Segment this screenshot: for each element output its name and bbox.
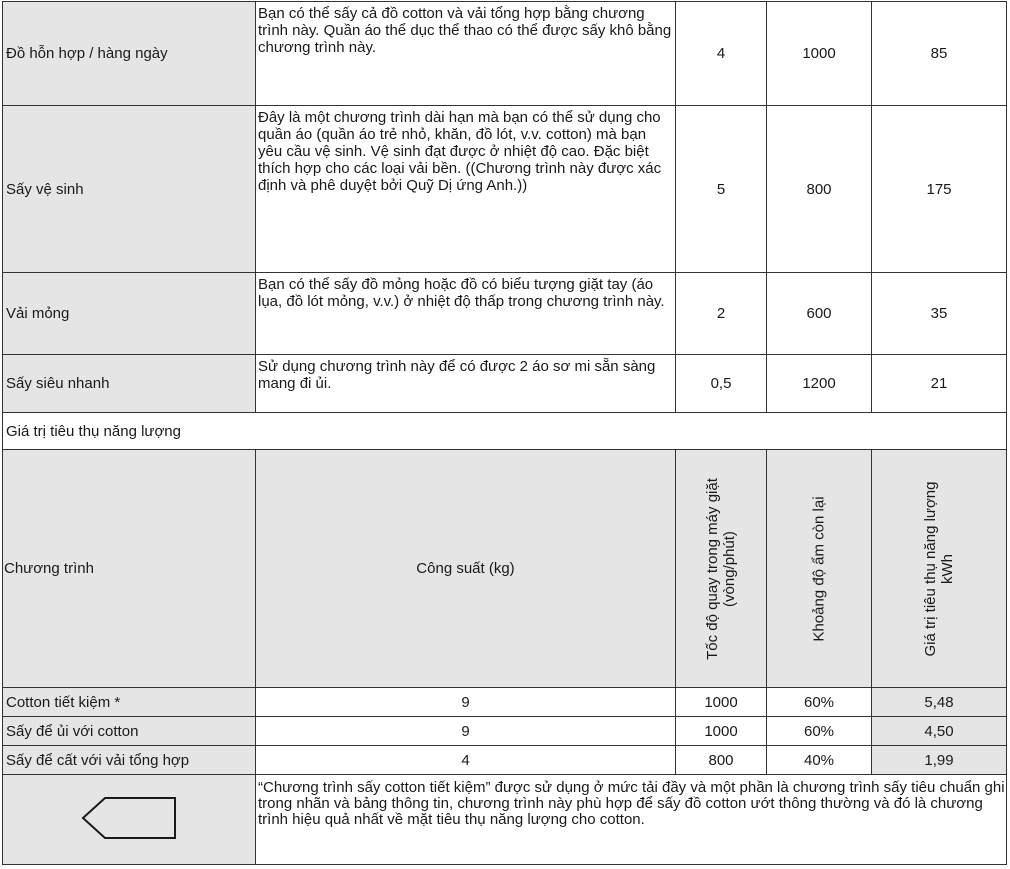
table-row [3,273,1007,355]
program-spin: 1200 [767,355,872,413]
energy-row [3,717,1007,746]
energy-row [3,746,1007,775]
header-consumption-label: Giá trị tiêu thụ năng lượng kWh [922,481,956,656]
energy-moisture: 40% [767,746,872,775]
note-row [3,775,1007,865]
energy-capacity: 9 [256,688,676,717]
program-description: Đây là một chương trình dài hạn mà bạn có thể sử dụng cho quần áo (quần áo trẻ nhỏ, khăn, đồ lót, v.v. cotton) mà bạn yêu cầu vệ sinh. Vệ sinh đạt được ở nhiệt độ cao. Đặc biệt thích hợp cho các loại vải bền. ((Chương trình này được xác định và phê duyệt bởi Quỹ Dị ứng Anh.)) [256,106,676,273]
energy-program: Cotton tiết kiệm * [3,688,256,717]
program-load: 2 [676,273,767,355]
header-capacity: Công suất (kg) [256,450,676,688]
program-description: Sử dụng chương trình này để có được 2 áo sơ mi sẵn sàng mang đi ủi. [256,355,676,413]
program-spin: 1000 [767,2,872,106]
program-load: 5 [676,106,767,273]
program-duration: 35 [872,273,1007,355]
header-moisture-label: Khoảng độ ẩm còn lại [810,495,828,642]
energy-program: Sấy để cất với vải tổng hợp [3,746,256,775]
header-consumption [872,450,1007,688]
energy-spin: 1000 [676,717,767,746]
header-spin-label: Tốc độ quay trong máy giặt (vòng/phút) [704,477,738,660]
energy-moisture: 60% [767,717,872,746]
energy-consumption: 5,48 [872,688,1007,717]
program-duration: 21 [872,355,1007,413]
header-program: Chương trình [3,450,256,688]
tag-icon [81,796,177,840]
header-moisture [767,450,872,688]
table-row [3,355,1007,413]
program-duration: 175 [872,106,1007,273]
program-name: Sấy vệ sinh [3,106,256,273]
program-load: 4 [676,2,767,106]
program-load: 0,5 [676,355,767,413]
energy-program: Sấy để ủi với cotton [3,717,256,746]
energy-spin: 1000 [676,688,767,717]
energy-row [3,688,1007,717]
program-name: Đồ hỗn hợp / hàng ngày [3,2,256,106]
energy-spin: 800 [676,746,767,775]
section-row [3,413,1007,450]
table-row [3,2,1007,106]
energy-consumption: 1,99 [872,746,1007,775]
energy-moisture: 60% [767,688,872,717]
energy-consumption: 4,50 [872,717,1007,746]
program-spin: 800 [767,106,872,273]
energy-capacity: 4 [256,746,676,775]
program-description: Bạn có thể sấy cả đồ cotton và vải tổng hợp bằng chương trình này. Quần áo thể dục thể thao có thể được sấy khô bằng chương trình này. [256,2,676,106]
energy-capacity: 9 [256,717,676,746]
header-spin [676,450,767,688]
energy-header-row [3,450,1007,688]
note-text: “Chương trình sấy cotton tiết kiệm” được sử dụng ở mức tải đầy và một phần là chương trình sấy tiêu chuẩn ghi trong nhãn và bảng thông tin, chương trình này phù hợp để sấy đồ cotton ướt thông thường và đó là chương trình hiệu quả nhất về mặt tiêu thụ năng lượng cho cotton. [256,775,1007,865]
program-spin: 600 [767,273,872,355]
note-icon-cell [3,775,256,865]
program-description: Bạn có thể sấy đồ mỏng hoặc đồ có biểu tượng giặt tay (áo lụa, đồ lót mỏng, v.v.) ở nhiệt độ thấp trong chương trình này. [256,273,676,355]
program-name: Vải mỏng [3,273,256,355]
program-name: Sấy siêu nhanh [3,355,256,413]
program-duration: 85 [872,2,1007,106]
energy-section-title: Giá trị tiêu thụ năng lượng [3,413,1007,450]
programs-table [2,1,1007,865]
table-row [3,106,1007,273]
